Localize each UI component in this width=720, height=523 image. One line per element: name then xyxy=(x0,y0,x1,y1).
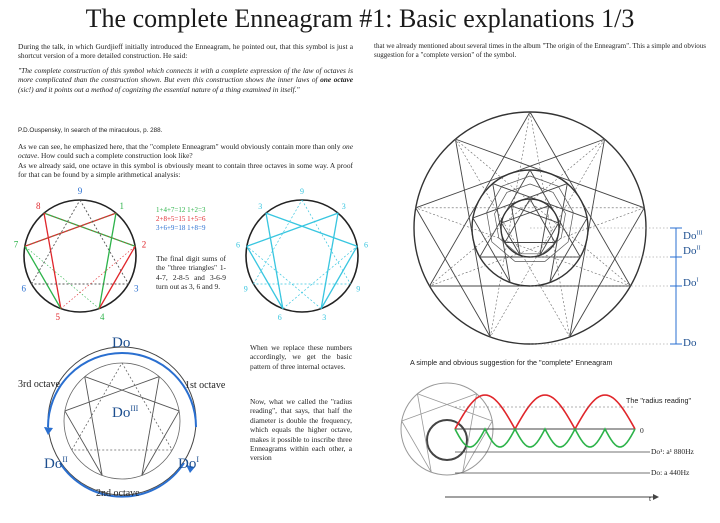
octave-do3-sup: III xyxy=(130,404,139,413)
cyan-number: 6 xyxy=(235,240,240,250)
radius-text: Now, what we called the "radius reading", that says, that half the diameter is double the frequency, which equals the higher octave, makes it possible to inscribe three Enneagrams within each other, a version xyxy=(250,397,352,463)
octave-do3-text: Do xyxy=(112,405,131,421)
label-1st-octave: 1st octave xyxy=(185,380,226,391)
enneagram-colored xyxy=(0,186,160,324)
star-line xyxy=(416,208,631,286)
paragraph-3: As we already said, one octave in this symbol is obviously meant to contain three octaves in some way. A proof for that can be found by a simple arithmetical analysis: xyxy=(18,161,353,180)
octave-do-top: Do xyxy=(112,335,131,351)
enneagram-number: 7 xyxy=(13,239,19,250)
sum-row-1: 1+4+7=12 1+2=3 xyxy=(156,206,206,214)
octave-do1 xyxy=(178,455,199,473)
cyan-number: 9 xyxy=(300,187,304,196)
right-do2-sup: II xyxy=(696,245,701,252)
paragraph-2-italic: one octave xyxy=(18,142,353,161)
octave-do3 xyxy=(112,404,138,422)
octave-do1-text: Do xyxy=(178,456,197,472)
right-do: Do xyxy=(683,337,697,349)
cyan-number: 3 xyxy=(341,202,346,212)
star-line xyxy=(430,208,645,286)
cyan-number: 6 xyxy=(364,240,369,250)
inner-ring xyxy=(487,176,574,261)
cyan-number: 9 xyxy=(356,284,361,294)
right-do1-text: Do xyxy=(683,277,697,289)
arrow-left xyxy=(44,427,53,435)
octave-do2-text: Do xyxy=(44,456,63,472)
right-do3 xyxy=(683,230,702,242)
cyan-number: 3 xyxy=(322,313,327,323)
enneagram-number: 6 xyxy=(21,283,26,294)
green-wave xyxy=(455,429,635,447)
enneagram-cyan xyxy=(232,187,372,324)
enneagram-number: 9 xyxy=(77,186,83,196)
wave-880-label: Do¹: a¹ 880Hz xyxy=(651,447,694,456)
enneagram-number: 3 xyxy=(134,283,139,294)
citation: P.D.Ouspensky, In search of the miraculous, p. 288. xyxy=(18,127,163,134)
cyan-triangle-line xyxy=(247,246,321,308)
enneagram-number: 4 xyxy=(99,312,105,323)
octave-do1-sup: I xyxy=(196,455,200,464)
complete-caption: A simple and obvious suggestion for the "complete" Enneagram xyxy=(410,358,613,367)
wave-440-label: Do: a 440Hz xyxy=(651,468,690,477)
enneagram-number: 1 xyxy=(119,201,125,212)
right-do1-sup: I xyxy=(696,277,699,284)
label-3rd-octave: 3rd octave xyxy=(18,379,60,390)
sum-row-3: 3+6+9=18 1+8=9 xyxy=(156,224,206,232)
cyan-number: 9 xyxy=(243,284,248,294)
cyan-triangle-line xyxy=(283,246,357,308)
radius-caption: The "radius reading" xyxy=(626,396,692,405)
right-do2 xyxy=(683,245,700,257)
wave-t-label: t xyxy=(649,494,652,503)
paragraph-2a: As we can see, he emphasized here, that the "complete Enneagram" would obviously contain more than only xyxy=(18,142,343,151)
right-do3-sup: III xyxy=(696,230,703,237)
label-2nd-octave: 2nd octave xyxy=(96,488,140,499)
right-do2-text: Do xyxy=(683,245,697,257)
inner-triangle-line xyxy=(61,246,135,308)
octave-do2-sup: II xyxy=(62,455,68,464)
quote-paragraph xyxy=(18,66,353,94)
quote-part2: (sic!) and it points out a method of cognizing the essential nature of a thing examined in itself." xyxy=(18,84,300,94)
cyan-number: 3 xyxy=(258,202,263,212)
octave-do2 xyxy=(44,455,68,473)
enneagram-number: 2 xyxy=(141,239,147,250)
sum-row-2: 2+8+5=15 1+5=6 xyxy=(156,215,206,223)
paragraph-2b: . How could such a complete construction look like? xyxy=(37,151,193,161)
enneagram-number: 5 xyxy=(55,312,61,323)
intro-paragraph: During the talk, in which Gurdjieff initially introduced the Enneagram, he pointed out, that this symbol is just a shortcut version of a more detailed construction. He said: xyxy=(18,42,353,61)
enneagram-circle xyxy=(24,200,136,312)
enneagram-number: 8 xyxy=(35,201,41,212)
replace-text: When we replace these numbers accordingly, we get the basic pattern of three internal octaves. xyxy=(250,343,352,371)
right-do3-text: Do xyxy=(683,230,697,242)
digit-sum-text: The final digit sums of the "three triangles" 1-4-7, 2-8-5 and 3-6-9 turn out as 3, 6 and 9. xyxy=(156,254,226,292)
cyan-number: 6 xyxy=(277,313,282,323)
paragraph-2 xyxy=(18,142,353,161)
red-wave xyxy=(455,395,635,429)
page-title: The complete Enneagram #1: Basic explanations 1/3 xyxy=(85,4,635,33)
cyan-circle xyxy=(243,200,361,312)
col3-paragraph: that we already mentioned about several times in the album "The origin of the Enneagram". This a simple and obvious suggestion for a "complete version" of the symbol. xyxy=(374,42,706,59)
inner-triangle-line xyxy=(25,246,99,308)
inner-ring xyxy=(495,184,566,254)
right-do1 xyxy=(683,277,698,289)
time-arrow xyxy=(653,494,659,500)
sums-block xyxy=(156,206,236,233)
quote-part1: "The complete construction of this symbol which connects it with a complete expression of the law of octaves is more complicated than the construction shown. But even this construction shows the inner laws of xyxy=(18,66,353,85)
quote-bold: one octave xyxy=(320,75,353,85)
wave-zero-label: 0 xyxy=(640,426,644,435)
complete-enneagram xyxy=(370,56,690,366)
